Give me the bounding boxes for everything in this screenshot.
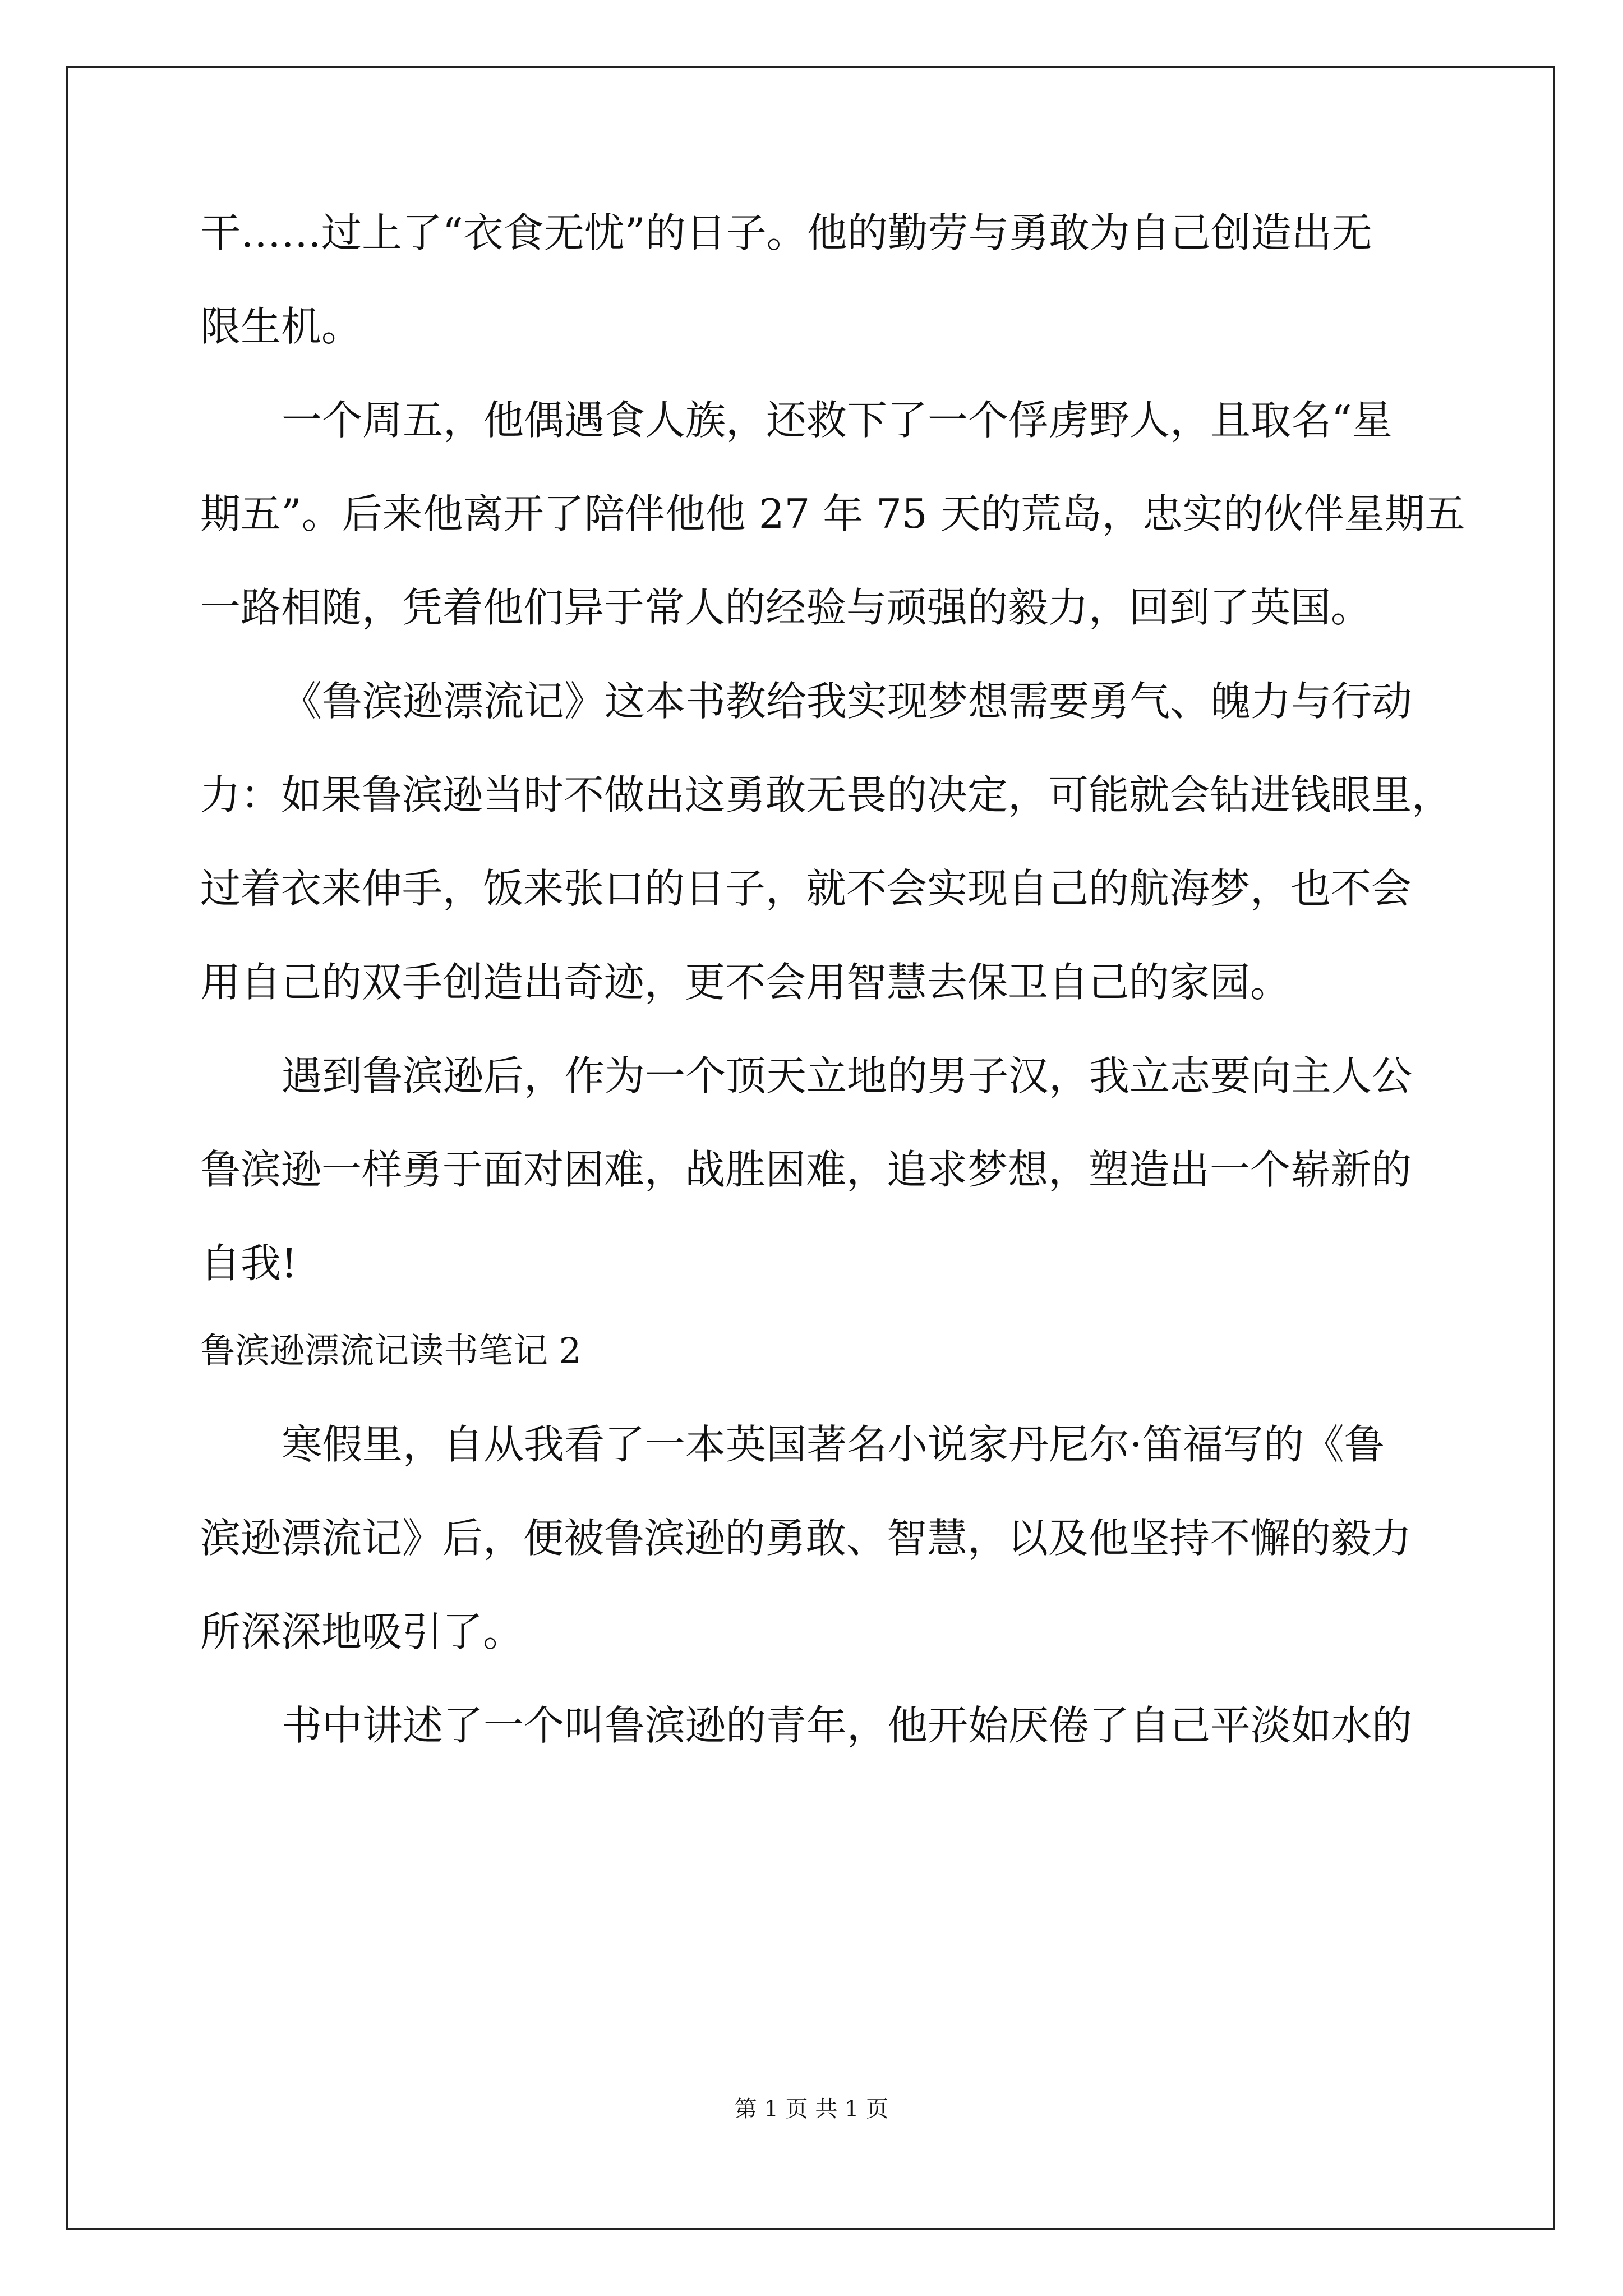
- text-line: 自我!: [200, 1240, 297, 1287]
- text-line: 用自己的双手创造出奇迹，更不会用智慧去保卫自己的家园。: [200, 959, 1291, 1006]
- text-line: 力：如果鲁滨逊当时不做出这勇敢无畏的决定，可能就会钻进钱眼里，: [200, 771, 1453, 818]
- text-line: 干……过上了“衣食无忧”的日子。他的勤劳与勇敢为自己创造出无: [200, 209, 1372, 256]
- paragraph-start-line: 遇到鲁滨逊后，作为一个顶天立地的男子汉，我立志要向主人公: [282, 1052, 1413, 1099]
- text-line: 所深深地吸引了。: [200, 1608, 524, 1655]
- text-line: 过着衣来伸手，饭来张口的日子，就不会实现自己的航海梦，也不会: [200, 865, 1412, 912]
- text-line: 滨逊漂流记》后，便被鲁滨逊的勇敢、智慧，以及他坚持不懈的毅力: [200, 1515, 1412, 1562]
- text-line: 期五”。后来他离开了陪伴他他 27 年 75 天的荒岛，忠实的伙伴星期五: [200, 490, 1465, 537]
- text-line: 一路相随，凭着他们异于常人的经验与顽强的毅力，回到了英国。: [200, 584, 1372, 631]
- text-line: 鲁滨逊一样勇于面对困难，战胜困难，追求梦想，塑造出一个崭新的: [200, 1146, 1412, 1193]
- paragraph-start-line: 《鲁滨逊漂流记》这本书教给我实现梦想需要勇气、魄力与行动: [282, 678, 1413, 725]
- paragraph-start-line: 一个周五，他偶遇食人族，还救下了一个俘虏野人，且取名“星: [282, 397, 1393, 444]
- paragraph-start-line: 寒假里，自从我看了一本英国著名小说家丹尼尔·笛福写的《鲁: [282, 1421, 1385, 1468]
- text-line: 限生机。: [200, 303, 362, 350]
- page-number-footer: 第 1 页 共 1 页: [734, 2096, 889, 2122]
- section-heading: 鲁滨逊漂流记读书笔记 2: [200, 1330, 582, 1371]
- paragraph-start-line: 书中讲述了一个叫鲁滨逊的青年，他开始厌倦了自己平淡如水的: [282, 1702, 1413, 1749]
